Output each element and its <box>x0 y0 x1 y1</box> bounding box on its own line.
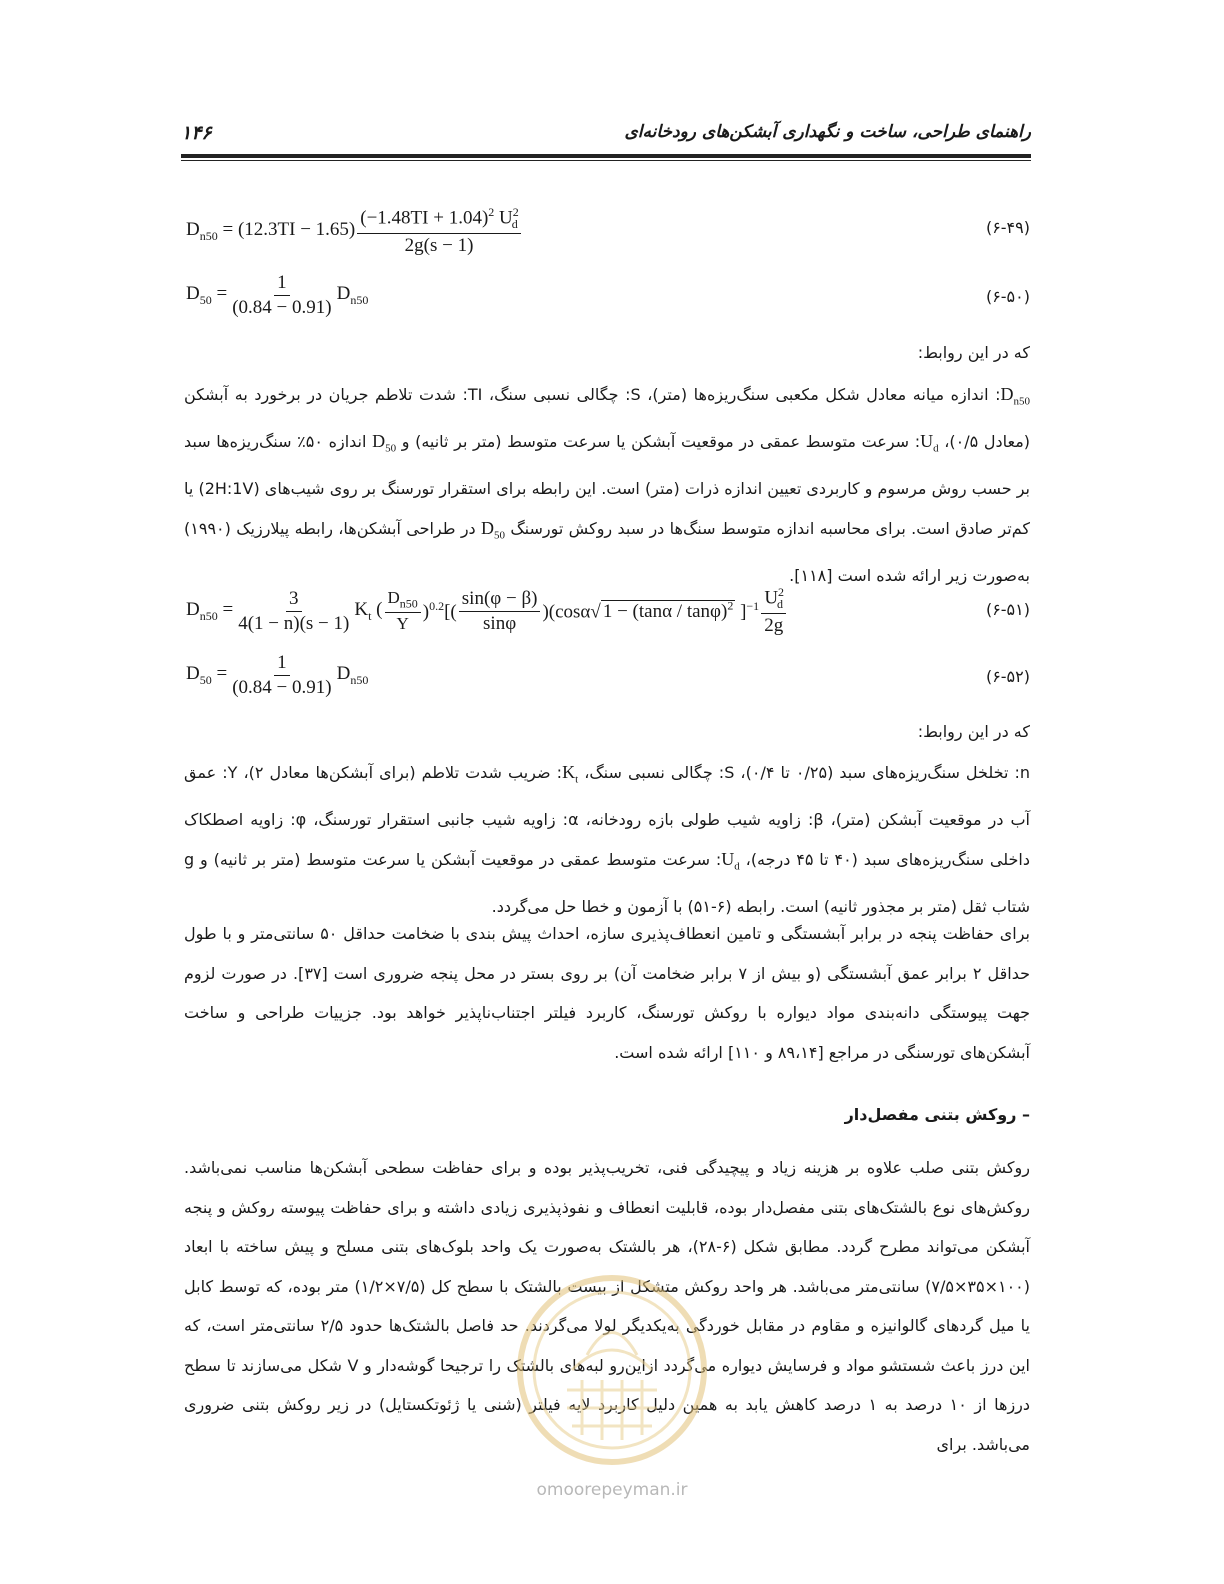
where-text-2: که در این روابط: <box>917 722 1030 741</box>
watermark-seal-icon <box>512 1270 712 1470</box>
paragraph-concrete-cover: روکش بتنی صلب علاوه بر هزینه زیاد و پیچیدگی فنی، تخریب‌پذیر بوده و برای حفاظت سطحی آبشکن‌ها مناسب نمی‌باشد. روکش‌های نوع بالشتک‌های بتنی مفصل‌دار بوده، قابلیت انعطاف و نفوذپذیری زیادی داشته و برای حفاظت پیوسته روکش و پنجه آبشکن می‌تواند مطرح گردد. مطابق شکل (۶-۲۸)، هر بالشتک به‌صورت یک واحد بلوک‌های بتنی مسلح و پیش ساخته با ابعاد (۱۰۰×۳۵×۷/۵) سانتی‌متر می‌باشد. هر واحد روکش متشکل از بیست بالشتک با سطح کل (۷/۵×۱/۲) متر بوده، که توسط کابل یا میل گردهای گالوانیزه و مقاوم در مقابل خوردگی به‌یکدیگر لولا می‌گردند. حد فاصل بالشتک‌ها حدود ۲/۵ سانتی‌متر است، که این درز باعث شستشو مواد و فرسایش دیواره می‌گردد ازاین‌رو لبه‌های بالشتک را ترجیحا گوشه‌دار و V شکل می‌سازند تا سطح درزها از ۱۰ درصد به ۱ درصد کاهش یابد به همین دلیل کاربرد لایه فیلتر (شنی یا ژئوتکستایل) در زیر روکش بتنی ضروری می‌باشد. برای <box>184 1158 1031 1454</box>
equation-51-label: (۶-۵۱) <box>985 600 1030 619</box>
equation-51: $D_{n50}$ = $\frac{3}{4(1 - n)(s - 1)}$ $K_t$ ( $\frac{D_{n50}}{Y}$ )$^{0.2}$[( $\frac{\sin(\varphi - \beta)}{\sin\varphi}$ )(cosα√ 1 − (tanα / tanφ)$^2$ ]$^{-1}$ $\frac{U^2_d}{2g}$ <box>186 585 785 637</box>
equation-52-label: (۶-۵۲) <box>985 667 1030 686</box>
equation-50-label: (۶-۵۰) <box>985 287 1030 306</box>
equation-50: $D_{50}$ = $\frac{1}{(0.84 - 0.91)}$ $D_{n50}$ <box>186 272 369 318</box>
page-header <box>181 116 1031 160</box>
header-rule-thin <box>181 160 1031 161</box>
section-heading: – روکش بتنی مفصل‌دار <box>844 1105 1030 1124</box>
equation-49-label: (۶-۴۹) <box>985 218 1030 237</box>
equation-52: $D_{50}$ = $\frac{1}{(0.84 - 0.91)}$ $D_{n50}$ <box>186 652 369 698</box>
running-title: راهنمای طراحی، ساخت و نگهداری آبشکن‌های رودخانه‌ای <box>624 122 1031 142</box>
paragraph-variables-1: $D_{n50}$: اندازه میانه معادل شکل مکعبی سنگ‌ریزه‌ها (متر)، S: چگالی نسبی سنگ، TI: شدت تلاطم جریان در برخورد به آبشکن (معادل ۰/۵)، $U_d$: سرعت متوسط عمقی در موقعیت آبشکن یا سرعت متوسط (متر بر ثانیه) و $D_{50}$ اندازه ۵۰٪ سنگ‌ریزه‌ها سبد بر حسب روش مرسوم و کاربردی تعیین اندازه ذرات (متر) است. این رابطه برای استقرار تورسنگ بر روی شیب‌های (2H:1V) یا کم‌تر صادق است. برای محاسبه اندازه متوسط سنگ‌ها در سبد روکش تورسنگ $D_{50}$ در طراحی آبشکن‌ها، رابطه پیلارزیک (۱۹۹۰) به‌صورت زیر ارائه شده است [۱۱۸]. <box>184 384 1031 585</box>
header-rule-thick <box>181 154 1031 158</box>
where-text-1: که در این روابط: <box>917 343 1030 362</box>
paragraph-toe-protection: برای حفاظت پنجه در برابر آبشستگی و تامین انعطاف‌پذیری سازه، احداث پیش بندی با ضخامت حداقل ۵۰ سانتی‌متر و با طول حداقل ۲ برابر عمق آبشستگی (و بیش از ۷ برابر ضخامت آن) بر روی بستر در محل پنجه ضروری است [۳۷]. در صورت لزوم جهت پیوستگی دانه‌بندی مواد دیواره با روکش تورسنگ، کاربرد فیلتر اجتناب‌ناپذیر خواهد بود. جزییات طراحی و ساخت آبشکن‌های تورسنگی در مراجع [۸۹،۱۴ و ۱۱۰] ارائه شده است. <box>184 924 1031 1062</box>
paragraph-variables-2: n: تخلخل سنگ‌ریزه‌های سبد (۰/۲۵ تا ۰/۴)، S: چگالی نسبی سنگ، $K_t$: ضریب شدت تلاطم (برای آبشکن‌ها معادل ۲)، Y: عمق آب در موقعیت آبشکن (متر)، β: زاویه شیب طولی بازه رودخانه، α: زاویه شیب جانبی استقرار تورسنگ، φ: زاویه اصطکاک داخلی سنگ‌ریزه‌های سبد (۴۰ تا ۴۵ درجه)، $U_d$: سرعت متوسط عمقی در موقعیت آبشکن یا سرعت متوسط (متر بر ثانیه) و g شتاب ثقل (متر بر مجذور ثانیه) است. رابطه (۶-۵۱) با آزمون و خطا حل می‌گردد. <box>184 762 1031 916</box>
watermark-url: omoorepeyman.ir <box>536 1480 688 1500</box>
equation-49: $D_{n50} = (12.3TI - 1.65)$ $\frac{(-1.48TI + 1.04)^2 U^2_d}{2g(s - 1)}$ <box>186 205 519 257</box>
page-number: ۱۴۶ <box>181 122 212 144</box>
